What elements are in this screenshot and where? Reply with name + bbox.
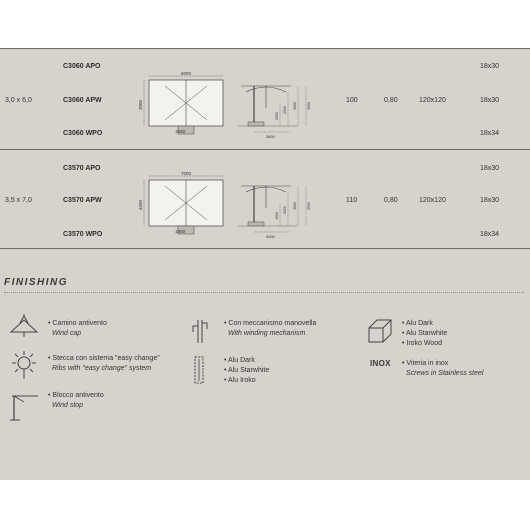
finishing-label-en: Wind cap (52, 330, 82, 337)
dim-h1: 3500 (293, 202, 297, 210)
dim-h4: 2900 (275, 112, 279, 120)
spec-value: 0,80 (384, 197, 398, 204)
row-divider (0, 149, 530, 150)
dim-h4: 1900 (275, 212, 279, 220)
finishing-label: • Alu Dark (224, 357, 255, 364)
dim-reach: 3800 (266, 134, 275, 139)
umbrella-side-view-diagram (236, 178, 316, 240)
weight-value: 18x30 (480, 165, 500, 172)
finishing-label-en: Ribs with "easy change" system (52, 365, 152, 372)
spec-value: 110 (346, 197, 358, 204)
wind-cap-icon (8, 312, 40, 338)
finishing-label: • Blocco antivento (48, 392, 104, 399)
dim-depth: 3000 (138, 99, 143, 111)
finishing-label: • Alu Iroko (224, 377, 256, 384)
table-bottom-rule (0, 248, 530, 249)
finishing-label-en: With winding mechanism (228, 330, 306, 337)
model-code: C3060 WPO (63, 130, 103, 137)
model-code: C3570 APO (63, 165, 101, 172)
finishing-label: • Alu Starwhite (402, 330, 448, 337)
weight-value: 18x30 (480, 197, 500, 204)
dim-h3: 2500 (283, 206, 287, 214)
weight-value: 18x34 (480, 231, 500, 238)
table-top-rule (0, 48, 530, 49)
profile-finish-icon (367, 318, 393, 344)
umbrella-side-view-diagram (236, 78, 316, 140)
dim-h1: 3000 (293, 102, 297, 110)
easy-change-ribs-icon (7, 350, 41, 380)
spec-value: 120x120 (419, 197, 446, 204)
spec-value: 120x120 (419, 97, 446, 104)
dim-base: 1900 (175, 229, 186, 234)
weight-value: 18x30 (480, 63, 500, 70)
dim-h2: 3500 (307, 102, 311, 110)
finishing-divider (4, 292, 524, 293)
model-code: C3060 APO (63, 63, 101, 70)
finishing-label-en: Wind stop (52, 402, 84, 409)
dim-reach: 4000 (266, 234, 275, 239)
row-size: 3,5 x 7,0 (5, 197, 32, 204)
finishing-label: • Alu Starwhite (224, 367, 270, 374)
finishing-label: • Viteria in inox (402, 360, 449, 367)
finishing-label: • Iroko Wood (402, 340, 443, 347)
umbrella-top-view-diagram (135, 72, 235, 138)
frame-finish-icon (192, 356, 206, 384)
model-code: C3060 APW (63, 97, 102, 104)
winding-mechanism-icon (190, 318, 212, 344)
finishing-title: FINISHING (4, 277, 69, 288)
finishing-label: • Alu Dark (402, 320, 433, 327)
weight-value: 18x34 (480, 130, 500, 137)
finishing-label: • Camino antivento (48, 320, 107, 327)
wind-stop-icon (8, 392, 40, 422)
dim-h2: 2900 (307, 202, 311, 210)
model-code: C3570 APW (63, 197, 102, 204)
dim-depth: 4500 (138, 199, 143, 211)
dim-h3: 2500 (283, 106, 287, 114)
finishing-label-en: Screws in Stainless steel (406, 370, 484, 377)
spec-value: 0,80 (384, 97, 398, 104)
dim-base: 1900 (175, 129, 186, 134)
umbrella-top-view-diagram (135, 172, 235, 238)
weight-value: 18x30 (480, 97, 500, 104)
model-code: C3570 WPO (63, 231, 103, 238)
row-size: 3,0 x 6,0 (5, 97, 32, 104)
inox-icon: INOX (370, 359, 391, 368)
finishing-label: • Con meccanismo manovella (224, 320, 317, 327)
dim-width: 6000 (180, 72, 192, 76)
finishing-label: • Stecca con sistema "easy change" (48, 355, 160, 362)
spec-value: 100 (346, 97, 358, 104)
dim-width: 7000 (180, 172, 192, 176)
